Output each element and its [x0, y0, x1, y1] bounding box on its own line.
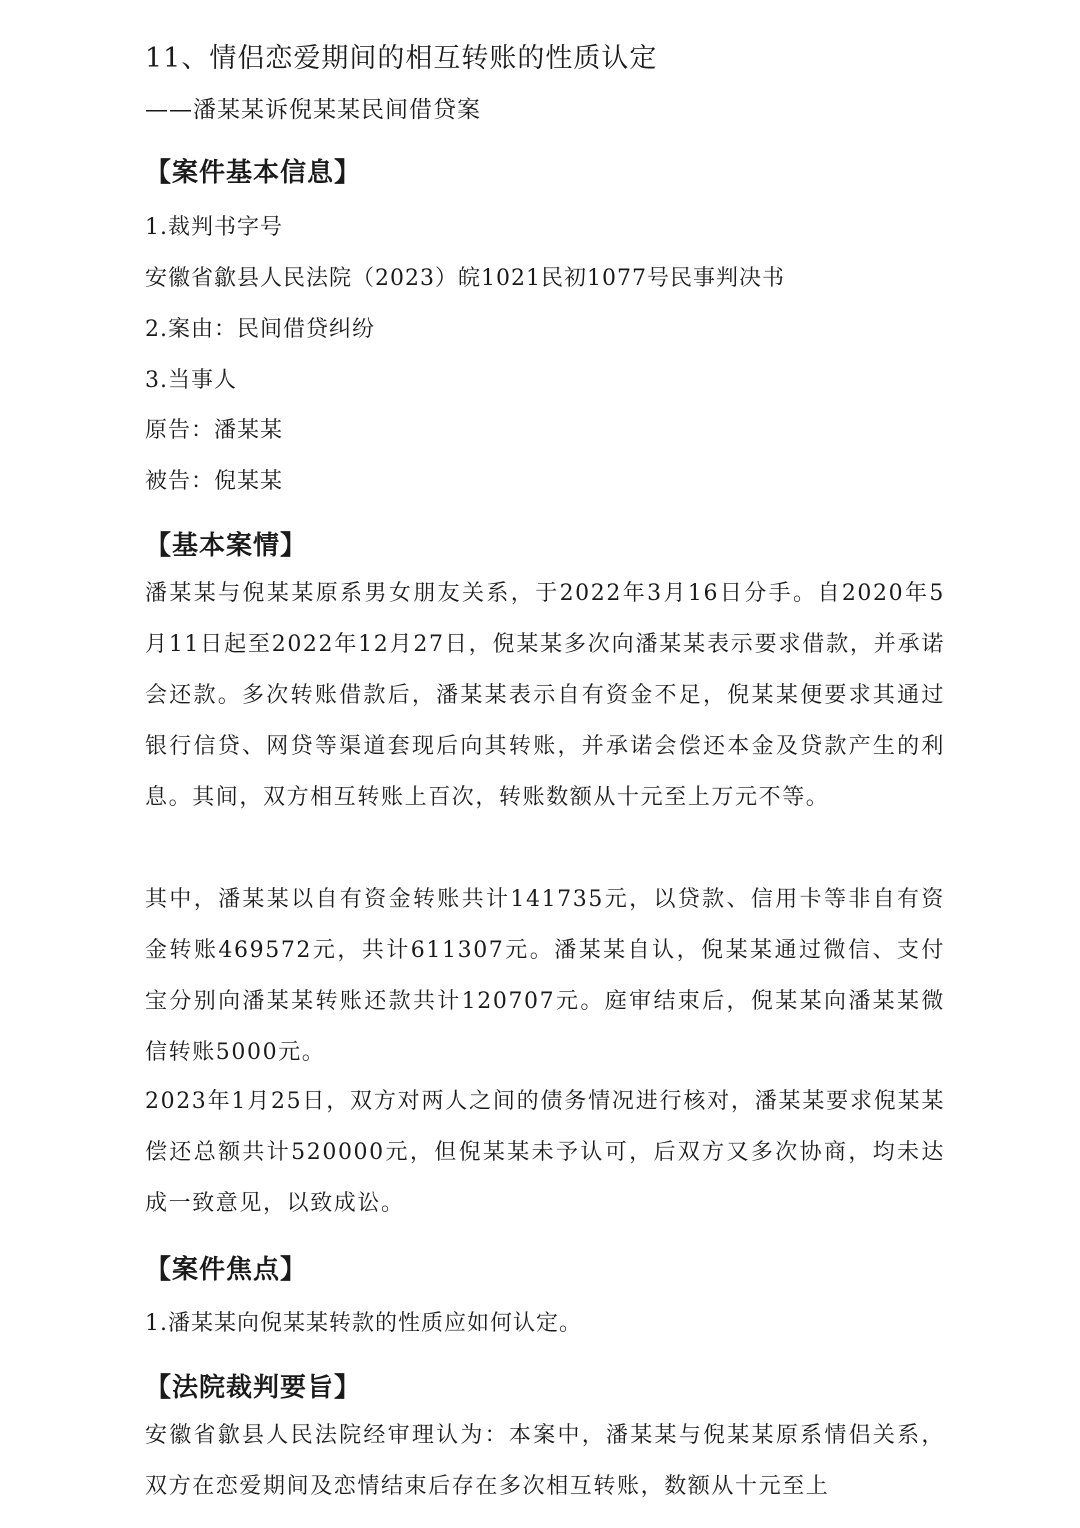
document-subtitle: ——潘某某诉倪某某民间借贷案	[145, 97, 481, 123]
facts-paragraph-2: 其中，潘某某以自有资金转账共计141735元，以贷款、信用卡等非自有资金转账469572元，共计611307元。潘某某自认，倪某某通过微信、支付宝分别向潘某某转账还款共计120707元。庭审结束后，倪某某向潘某某微信转账5000元。	[145, 887, 945, 1065]
doc-number-value: 安徽省歙县人民法院（2023）皖1021民初1077号民事判决书	[145, 266, 785, 291]
heading-facts: 【基本案情】	[145, 531, 308, 561]
heading-focus: 【案件焦点】	[145, 1255, 308, 1285]
focus-item-1: 1.潘某某向倪某某转款的性质应如何认定。	[145, 1311, 582, 1336]
plaintiff: 原告：潘某某	[145, 418, 284, 443]
heading-basic-info: 【案件基本信息】	[145, 158, 362, 188]
defendant: 被告：倪某某	[145, 469, 284, 494]
case-cause: 2.案由：民间借贷纠纷	[145, 317, 375, 342]
heading-ruling: 【法院裁判要旨】	[145, 1373, 362, 1403]
parties-label: 3.当事人	[145, 368, 237, 393]
facts-paragraph-3: 2023年1月25日，双方对两人之间的债务情况进行核对，潘某某要求倪某某偿还总额共计520000元，但倪某某未予认可，后双方又多次协商，均未达成一致意见，以致成讼。	[145, 1089, 945, 1216]
facts-paragraph-1: 潘某某与倪某某原系男女朋友关系，于2022年3月16日分手。自2020年5月11日起至2022年12月27日，倪某某多次向潘某某表示要求借款，并承诺会还款。多次转账借款后，潘某某表示自有资金不足，倪某某便要求其通过银行信贷、网贷等渠道套现后向其转账，并承诺会偿还本金及贷款产生的利息。其间，双方相互转账上百次，转账数额从十元至上万元不等。	[145, 581, 945, 810]
doc-number-label: 1.裁判书字号	[145, 215, 283, 240]
document-title: 11、情侣恋爱期间的相互转账的性质认定	[145, 43, 658, 74]
ruling-paragraph-1: 安徽省歙县人民法院经审理认为：本案中，潘某某与倪某某原系情侣关系，双方在恋爱期间及恋情结束后存在多次相互转账，数额从十元至上	[145, 1423, 945, 1499]
